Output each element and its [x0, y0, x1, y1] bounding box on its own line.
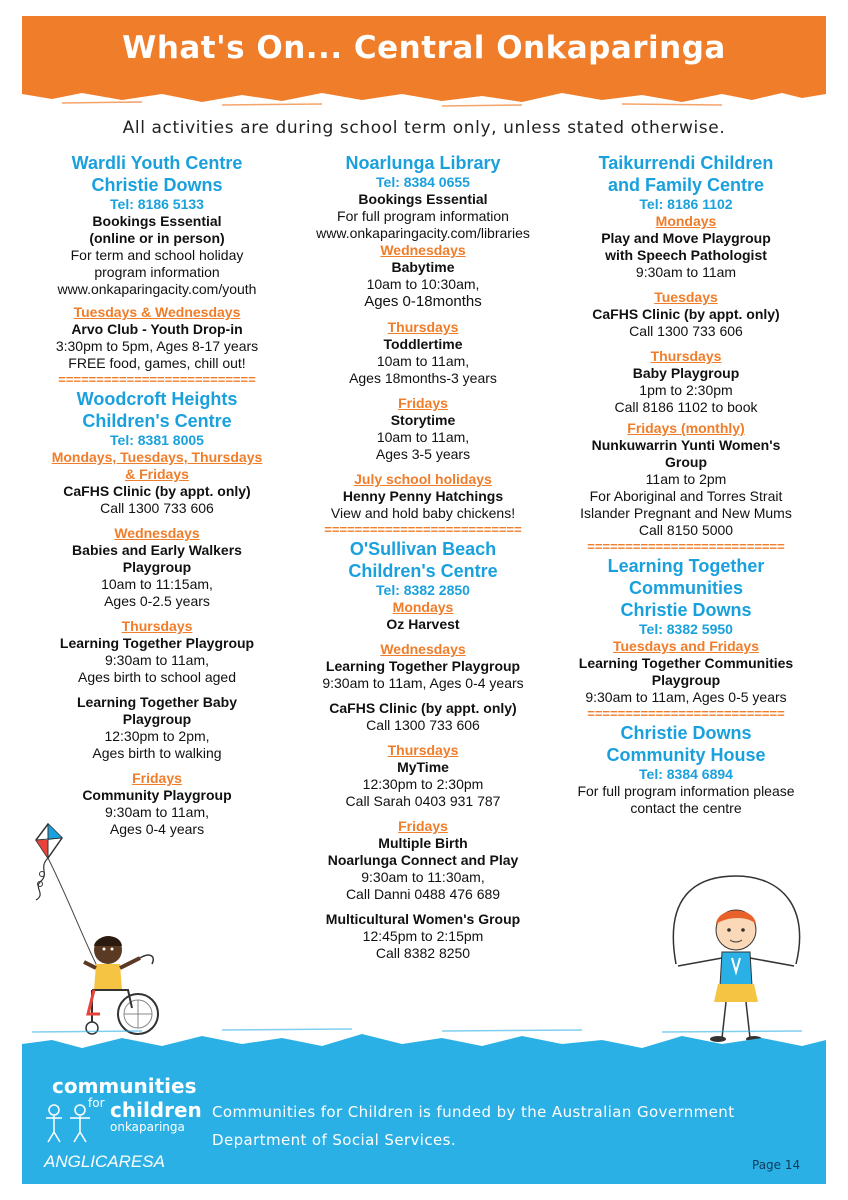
activity-detail: Islander Pregnant and New Mums	[580, 505, 792, 521]
section-divider: ==========================	[324, 522, 522, 537]
page-subtitle: All activities are during school term only, unless stated otherwise.	[122, 118, 726, 138]
page-number: Page 14	[752, 1158, 801, 1172]
activity-name: Babytime	[391, 259, 455, 275]
children-logo-icon	[40, 1102, 104, 1146]
venue-name: and Family Centre	[607, 175, 765, 195]
activity-name: Play and Move Playgroup	[601, 230, 771, 246]
section-divider: ==========================	[587, 539, 785, 554]
venue-phone: Tel: 8186 5133	[110, 196, 204, 212]
day-heading: Mondays	[392, 599, 454, 615]
activity-detail: 10am to 11:15am,	[101, 576, 213, 592]
activity-name: Playgroup	[122, 711, 192, 727]
activity-detail: 3:30pm to 5pm, Ages 8-17 years	[55, 338, 259, 354]
day-heading: & Fridays	[125, 466, 189, 482]
funding-line: Department of Social Services.	[212, 1131, 457, 1149]
website-link[interactable]: www.onkaparingacity.com/youth	[57, 281, 257, 297]
info-text: For term and school holiday	[70, 247, 244, 263]
day-heading: Thursdays	[387, 742, 459, 758]
info-text: For full program information	[337, 208, 509, 224]
funding-statement	[212, 1098, 802, 1154]
activity-detail: 1pm to 2:30pm	[639, 382, 733, 398]
activity-detail: Call Danni 0488 476 689	[345, 886, 501, 902]
booking-note: (online or in person)	[89, 230, 225, 246]
activity-name: Learning Together Communities	[578, 655, 794, 671]
activity-name: Multiple Birth	[378, 835, 468, 851]
activity-detail: Ages birth to school aged	[78, 669, 236, 685]
venue-phone: Tel: 8186 1102	[639, 196, 733, 212]
day-heading: Wednesdays	[114, 525, 200, 541]
activity-detail: Ages 0-4 years	[109, 821, 205, 837]
activity-detail: Ages 0-2.5 years	[104, 593, 210, 609]
activity-detail: 9:30am to 11:30am,	[361, 869, 485, 885]
activity-detail: Ages 3-5 years	[375, 446, 471, 462]
skipping-child-illustration	[664, 868, 814, 1048]
website-link[interactable]: www.onkaparingacity.com/libraries	[316, 225, 530, 241]
activity-detail: Call 8150 5000	[638, 522, 734, 538]
day-heading: Mondays, Tuesdays, Thursdays	[51, 449, 263, 465]
venue-name: Children's Centre	[348, 561, 498, 581]
logo-text: onkaparinga	[110, 1120, 185, 1134]
day-heading: Fridays (monthly)	[627, 420, 745, 436]
venue-phone: Tel: 8384 0655	[376, 174, 470, 190]
day-heading: Thursdays	[387, 319, 459, 335]
section-divider: ==========================	[587, 706, 785, 721]
activity-name: Learning Together Baby	[77, 694, 237, 710]
activity-detail: Ages 18months-3 years	[349, 370, 497, 386]
venue-name: Christie Downs	[620, 723, 752, 743]
activity-detail: For Aboriginal and Torres Strait	[589, 488, 783, 504]
activity-name: Henny Penny Hatchings	[342, 488, 504, 504]
activity-name: CaFHS Clinic (by appt. only)	[63, 483, 251, 499]
activity-name: Arvo Club - Youth Drop-in	[71, 321, 243, 337]
activity-detail: 9:30am to 11am, Ages 0-5 years	[585, 689, 787, 705]
venue-name: Communities	[628, 578, 743, 598]
day-heading: Wednesdays	[380, 641, 466, 657]
venue-name: O'Sullivan Beach	[349, 539, 497, 559]
activity-name: Learning Together Playgroup	[59, 635, 255, 651]
venue-phone: Tel: 8381 8005	[110, 432, 204, 448]
day-heading: July school holidays	[354, 471, 492, 487]
activity-detail: Call 1300 733 606	[366, 717, 480, 733]
day-heading: Fridays	[398, 818, 448, 834]
activity-detail: Ages 0-18months	[364, 293, 482, 310]
activity-detail: 10am to 11am,	[376, 353, 470, 369]
activity-detail: 9:30am to 11am, Ages 0-4 years	[322, 675, 524, 691]
day-heading: Wednesdays	[380, 242, 466, 258]
activity-name: CaFHS Clinic (by appt. only)	[592, 306, 780, 322]
activity-detail: Call 8382 8250	[375, 945, 471, 961]
venue-name: Learning Together	[607, 556, 765, 576]
venue-phone: Tel: 8384 6894	[639, 766, 733, 782]
anglicare-text-sa: SA	[142, 1152, 165, 1171]
info-text: contact the centre	[630, 800, 742, 816]
activity-detail: 12:30pm to 2:30pm	[362, 776, 484, 792]
activity-name: Storytime	[390, 412, 456, 428]
activity-name: Community Playgroup	[82, 787, 232, 803]
day-heading: Fridays	[132, 770, 182, 786]
column-1	[30, 152, 284, 838]
activity-name: Toddlertime	[383, 336, 463, 352]
info-text: program information	[94, 264, 220, 280]
booking-note: Bookings Essential	[92, 213, 222, 229]
activity-name: Nunkuwarrin Yunti Women's	[591, 437, 781, 453]
anglicare-text: ANGLICARE	[44, 1152, 143, 1171]
activity-detail: 10am to 10:30am,	[366, 276, 480, 292]
venue-name: Christie Downs	[620, 600, 752, 620]
activity-name: Noarlunga Connect and Play	[327, 852, 519, 868]
activity-name: Playgroup	[651, 672, 721, 688]
logo-text: communities	[52, 1074, 197, 1098]
activity-name: Learning Together Playgroup	[325, 658, 521, 674]
activity-detail: FREE food, games, chill out!	[68, 355, 246, 371]
activity-name: Multicultural Women's Group	[325, 911, 521, 927]
activity-name: with Speech Pathologist	[605, 247, 767, 263]
section-divider: ==========================	[58, 372, 256, 387]
activity-detail: Ages birth to walking	[92, 745, 222, 761]
activity-detail: Call 1300 733 606	[629, 323, 743, 339]
funding-line: Communities for Children is funded by the Australian Government	[212, 1103, 735, 1121]
activity-detail: 9:30am to 11am,	[104, 652, 210, 668]
venue-phone: Tel: 8382 5950	[639, 621, 733, 637]
day-heading: Fridays	[398, 395, 448, 411]
activity-name: Group	[665, 454, 707, 470]
column-3	[560, 152, 812, 817]
venue-name: Woodcroft Heights	[76, 389, 238, 409]
activity-name: Oz Harvest	[386, 616, 460, 632]
logo-text: children	[110, 1098, 202, 1122]
activity-detail: 11am to 2pm	[645, 471, 727, 487]
venue-name: Children's Centre	[82, 411, 232, 431]
activity-name: Baby Playgroup	[632, 365, 740, 381]
day-heading: Thursdays	[650, 348, 722, 364]
day-heading: Mondays	[655, 213, 717, 229]
activity-detail: View and hold baby chickens!	[330, 505, 516, 521]
booking-note: Bookings Essential	[358, 191, 488, 207]
activity-detail: Call 1300 733 606	[100, 500, 214, 516]
venue-name: Wardli Youth Centre	[71, 153, 243, 173]
day-heading: Thursdays	[121, 618, 193, 634]
venue-name: Taikurrendi Children	[598, 153, 774, 173]
activity-detail: 9:30am to 11am	[635, 264, 737, 280]
anglicare-logo	[44, 1152, 165, 1172]
day-heading: Tuesdays and Fridays	[612, 638, 759, 654]
kite-wheelchair-illustration	[28, 818, 178, 1044]
activity-detail: 9:30am to 11am,	[104, 804, 210, 820]
logo-text: for	[88, 1096, 105, 1110]
activity-detail: 12:30pm to 2pm,	[104, 728, 210, 744]
day-heading: Tuesdays	[654, 289, 718, 305]
day-heading: Tuesdays & Wednesdays	[73, 304, 241, 320]
activity-name: Babies and Early Walkers	[72, 542, 242, 558]
activity-detail: 12:45pm to 2:15pm	[362, 928, 484, 944]
header-brush-edge	[22, 88, 826, 112]
venue-name: Community House	[606, 745, 766, 765]
page-title: What's On... Central Onkaparinga	[122, 30, 726, 66]
info-text: For full program information please	[577, 783, 795, 799]
column-2	[300, 152, 546, 962]
activity-name: CaFHS Clinic (by appt. only)	[329, 700, 517, 716]
activity-name: Playgroup	[122, 559, 192, 575]
venue-name: Christie Downs	[91, 175, 223, 195]
activity-detail: 10am to 11am,	[376, 429, 470, 445]
activity-detail: Call Sarah 0403 931 787	[345, 793, 501, 809]
activity-detail: Call 8186 1102 to book	[614, 399, 758, 415]
venue-phone: Tel: 8382 2850	[376, 582, 470, 598]
activity-name: MyTime	[397, 759, 449, 775]
venue-name: Noarlunga Library	[345, 153, 501, 173]
